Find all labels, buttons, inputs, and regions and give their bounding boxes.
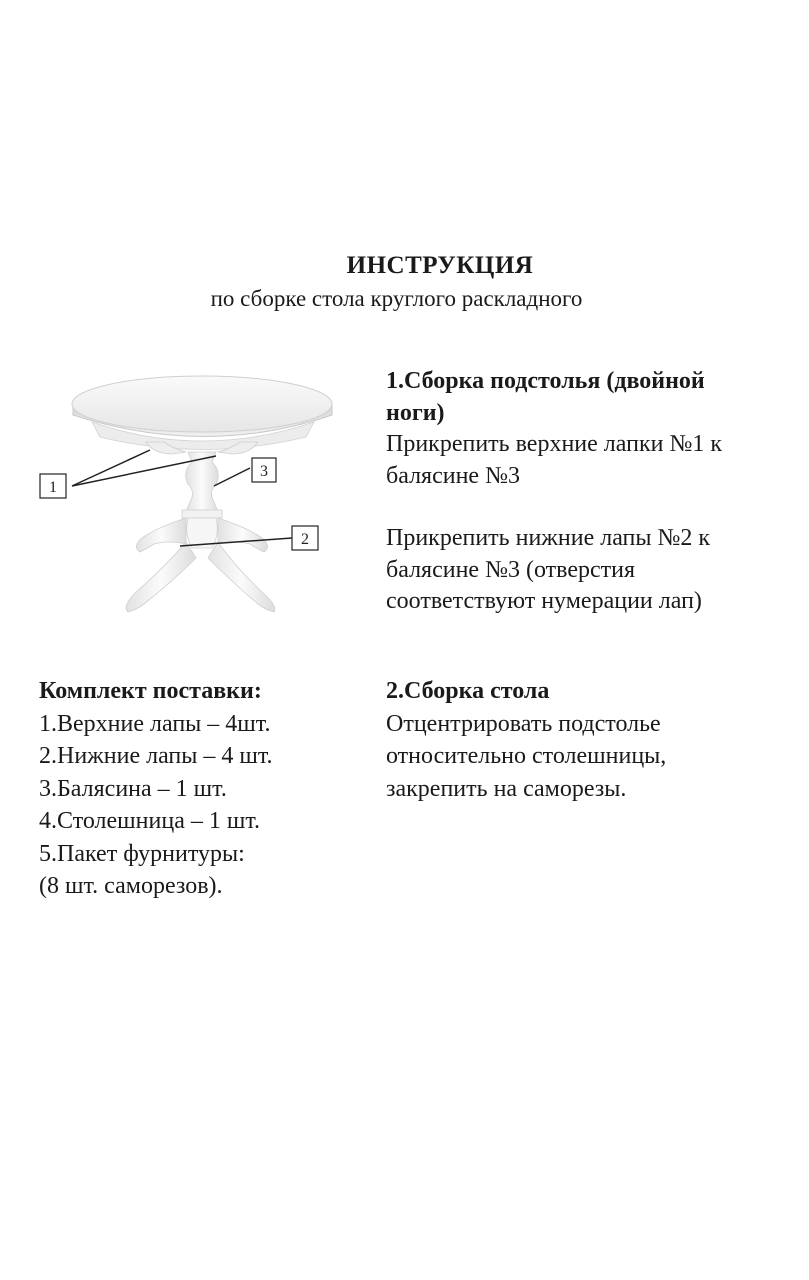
kit-item: 1.Верхние лапы – 4шт. (39, 710, 271, 737)
document-title: ИНСТРУКЦИЯ (346, 252, 534, 279)
kit-title: Комплект поставки: (39, 678, 262, 704)
tabletop (72, 376, 332, 450)
step1-para2-line2: балясине №3 (отверстия (386, 556, 636, 583)
callout-2-label: 2 (301, 531, 309, 548)
step1-title-line1: 1.Сборка подстолья (двойной (386, 368, 705, 394)
table-illustration (36, 362, 366, 624)
kit-section (39, 675, 369, 903)
callout-1-label: 1 (49, 479, 57, 496)
step2-line2: относительно столешницы, (386, 743, 667, 769)
step1-para2-line3: соответствуют нумерации лап) (386, 588, 702, 614)
step1-para2-line1: Прикрепить нижние лапы №2 к (386, 525, 711, 551)
kit-item: 3.Балясина – 1 шт. (39, 775, 227, 802)
paragraph-gap (386, 492, 796, 523)
kit-item: 4.Столешница – 1 шт. (39, 808, 261, 834)
step1-section (386, 366, 796, 618)
kit-item: 2.Нижние лапы – 4 шт. (39, 743, 273, 769)
callout-3 (214, 458, 276, 486)
step1-para1-line1: Прикрепить верхние лапки №1 к (386, 431, 723, 457)
step1-title (386, 366, 796, 429)
step1-paragraph-1 (386, 429, 796, 492)
lower-legs (126, 518, 275, 612)
document-subtitle: по сборке стола круглого раскладного (210, 286, 583, 311)
step2-section (386, 675, 796, 805)
kit-item: 5.Пакет фурнитуры: (39, 840, 245, 867)
kit-item: (8 шт. саморезов). (39, 873, 223, 899)
step2-title: 2.Сборка стола (386, 678, 550, 704)
step2-line1: Отцентрировать подстолье (386, 710, 661, 737)
kit-list (39, 708, 369, 903)
step1-para1-line2: балясине №3 (386, 462, 520, 489)
step1-title-line2: ноги) (386, 399, 445, 426)
step2-line3: закрепить на саморезы. (386, 775, 627, 802)
callout-3-label: 3 (260, 463, 268, 480)
step1-paragraph-2 (386, 523, 796, 618)
